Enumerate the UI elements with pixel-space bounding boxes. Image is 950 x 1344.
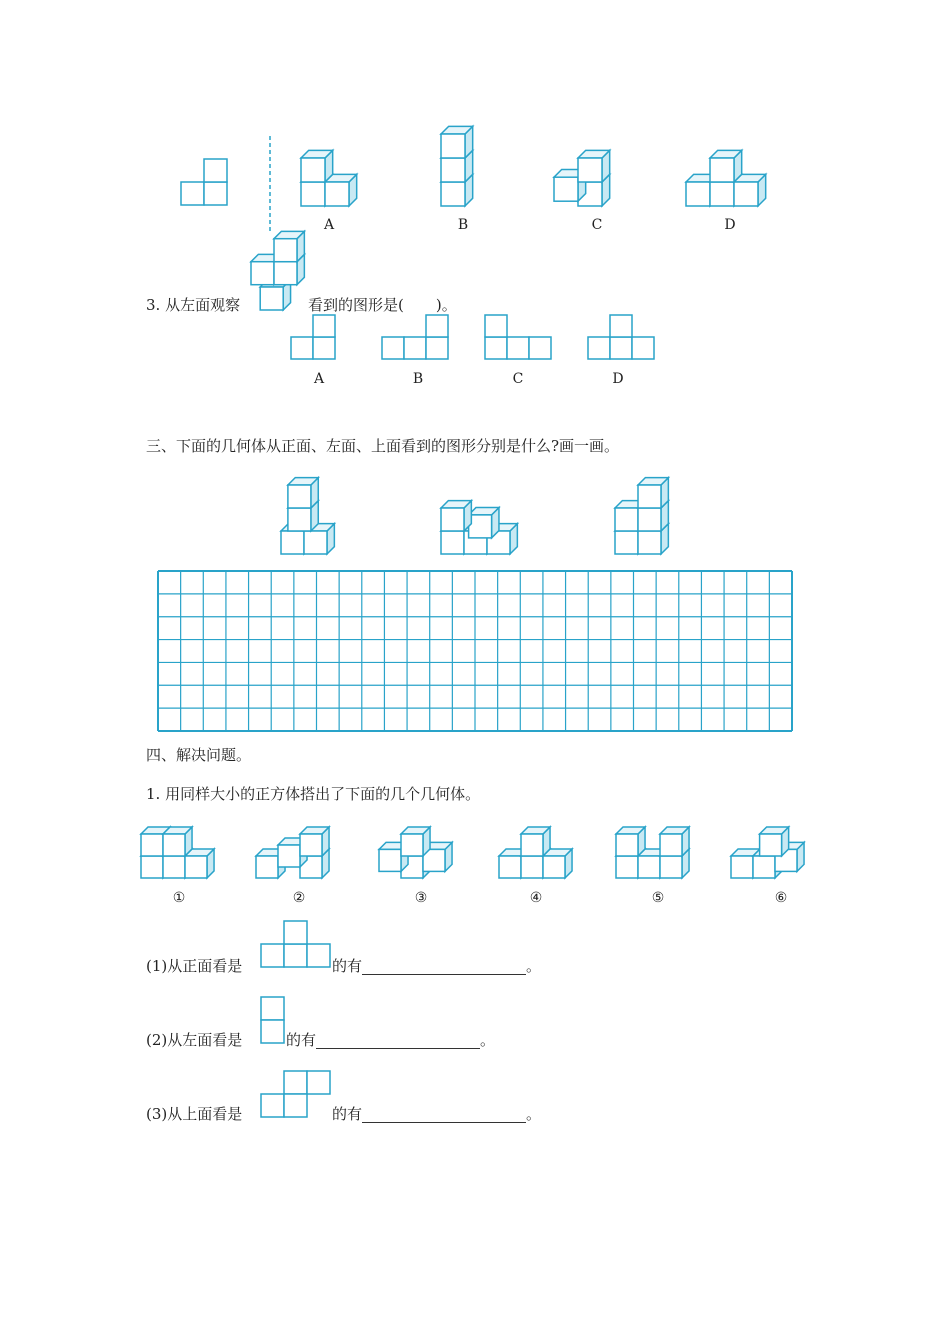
q2-option-d-label: D bbox=[724, 217, 736, 233]
cube-face bbox=[615, 508, 638, 531]
cube-face bbox=[616, 834, 638, 856]
cube-face bbox=[301, 182, 325, 206]
cube-face bbox=[638, 531, 661, 554]
solid-5-number: ⑤ bbox=[651, 890, 665, 906]
section3-solid-3 bbox=[614, 468, 684, 556]
cube-face bbox=[325, 182, 349, 206]
solid-6 bbox=[730, 813, 825, 880]
solid-4-number: ④ bbox=[529, 890, 543, 906]
q3-option-b-figure bbox=[381, 313, 453, 363]
cube-face bbox=[274, 262, 297, 285]
cube-face bbox=[543, 856, 565, 878]
sub3-end: 。 bbox=[526, 1105, 542, 1123]
cube-face bbox=[734, 182, 758, 206]
solid-5 bbox=[615, 820, 700, 880]
sub2-prefix: (2)从左面看是 bbox=[146, 1031, 243, 1049]
q2-option-a-figure bbox=[300, 136, 380, 208]
q3-option-c-label: C bbox=[512, 371, 524, 387]
cube-face bbox=[274, 239, 297, 262]
sub1-suffix bbox=[332, 957, 541, 975]
cube-face bbox=[441, 508, 464, 531]
sub2-end: 。 bbox=[480, 1031, 496, 1049]
cube-face bbox=[185, 856, 207, 878]
q3-option-a-label: A bbox=[313, 371, 325, 387]
cube-face bbox=[638, 485, 661, 508]
solid-4 bbox=[498, 820, 583, 880]
sub1-view-figure bbox=[260, 920, 332, 970]
sub1-end: 。 bbox=[526, 957, 542, 975]
cube-face bbox=[441, 134, 465, 158]
cube-face bbox=[300, 834, 322, 856]
cube-face bbox=[578, 158, 602, 182]
section3-solid-2 bbox=[440, 498, 525, 556]
solid-6-number: ⑥ bbox=[774, 890, 788, 906]
cube-face bbox=[660, 834, 682, 856]
q2-option-c-label: C bbox=[591, 217, 603, 233]
section4-title: 四、解决问题。 bbox=[146, 746, 252, 764]
solid-3 bbox=[378, 813, 463, 880]
cube-face bbox=[441, 158, 465, 182]
q2-option-c-figure bbox=[565, 136, 635, 208]
cube-face bbox=[710, 182, 734, 206]
q3-option-d-figure bbox=[587, 313, 659, 363]
cube-face bbox=[301, 158, 325, 182]
q2-option-b-label: B bbox=[457, 217, 469, 233]
cube-face bbox=[441, 182, 465, 206]
cube-face bbox=[281, 531, 304, 554]
q3-prefix: 3. 从左面观察 bbox=[146, 296, 241, 314]
sub3-view-figure bbox=[260, 1070, 332, 1120]
cube-face bbox=[288, 485, 311, 508]
sub1-prefix: (1)从正面看是 bbox=[146, 957, 243, 975]
cube-face bbox=[288, 508, 311, 531]
sub2-view-figure bbox=[260, 996, 286, 1046]
sub2-suffix-text: 的有 bbox=[286, 1031, 317, 1049]
cube-face bbox=[163, 834, 185, 856]
q3-suffix bbox=[308, 296, 457, 314]
sub3-prefix: (3)从上面看是 bbox=[146, 1105, 243, 1123]
sub2-suffix bbox=[286, 1031, 495, 1049]
cube-face bbox=[521, 834, 543, 856]
cube-face bbox=[304, 531, 327, 554]
q3-option-b-label: B bbox=[412, 371, 424, 387]
cube-face bbox=[163, 856, 185, 878]
cube-face bbox=[616, 856, 638, 878]
q2-option-b-figure bbox=[440, 116, 500, 208]
sub2-answer-blank[interactable] bbox=[316, 1034, 480, 1049]
cube-face bbox=[401, 834, 423, 856]
section4-q1: 1. 用同样大小的正方体搭出了下面的几个几何体。 bbox=[146, 785, 481, 803]
cube-face bbox=[615, 531, 638, 554]
sub1-suffix-text: 的有 bbox=[332, 957, 363, 975]
sub3-answer-blank[interactable] bbox=[362, 1108, 526, 1123]
q3-suffix-text: 看到的图形是( bbox=[308, 296, 404, 314]
q3-option-a-figure bbox=[290, 313, 340, 363]
solid-3-number: ③ bbox=[414, 890, 428, 906]
cube-face bbox=[278, 845, 300, 867]
q2-given-view bbox=[180, 158, 230, 208]
cube-face bbox=[521, 856, 543, 878]
cube-face bbox=[499, 856, 521, 878]
q3-option-d-label: D bbox=[612, 371, 624, 387]
sub3-suffix-text: 的有 bbox=[332, 1105, 363, 1123]
section3-solid-1 bbox=[280, 468, 350, 556]
q3-paren-close: )。 bbox=[435, 296, 457, 314]
q2-option-a-label: A bbox=[323, 217, 335, 233]
sub3-suffix bbox=[332, 1105, 541, 1123]
q2-option-d-figure bbox=[685, 146, 775, 208]
solid-1-number: ① bbox=[172, 890, 186, 906]
cube-face bbox=[638, 856, 660, 878]
cube-face bbox=[554, 177, 578, 201]
cube-face bbox=[686, 182, 710, 206]
cube-face bbox=[731, 856, 753, 878]
cube-face bbox=[141, 834, 163, 856]
cube-face bbox=[251, 262, 274, 285]
cube-face bbox=[379, 849, 401, 871]
q3-option-c-figure bbox=[484, 313, 556, 363]
cube-face bbox=[260, 287, 283, 310]
cube-face bbox=[760, 834, 782, 856]
drawing-grid[interactable] bbox=[157, 570, 793, 732]
sub1-answer-blank[interactable] bbox=[362, 960, 526, 975]
cube-face bbox=[441, 531, 464, 554]
cube-face bbox=[660, 856, 682, 878]
q2-divider bbox=[268, 136, 272, 232]
solid-2-number: ② bbox=[292, 890, 306, 906]
cube-face bbox=[753, 856, 775, 878]
cube-face bbox=[638, 508, 661, 531]
solid-2 bbox=[255, 813, 350, 880]
cube-face bbox=[710, 158, 734, 182]
section3-title: 三、下面的几何体从正面、左面、上面看到的图形分别是什么?画一画。 bbox=[146, 437, 620, 455]
cube-face bbox=[256, 856, 278, 878]
solid-1 bbox=[140, 820, 225, 880]
cube-face bbox=[141, 856, 163, 878]
